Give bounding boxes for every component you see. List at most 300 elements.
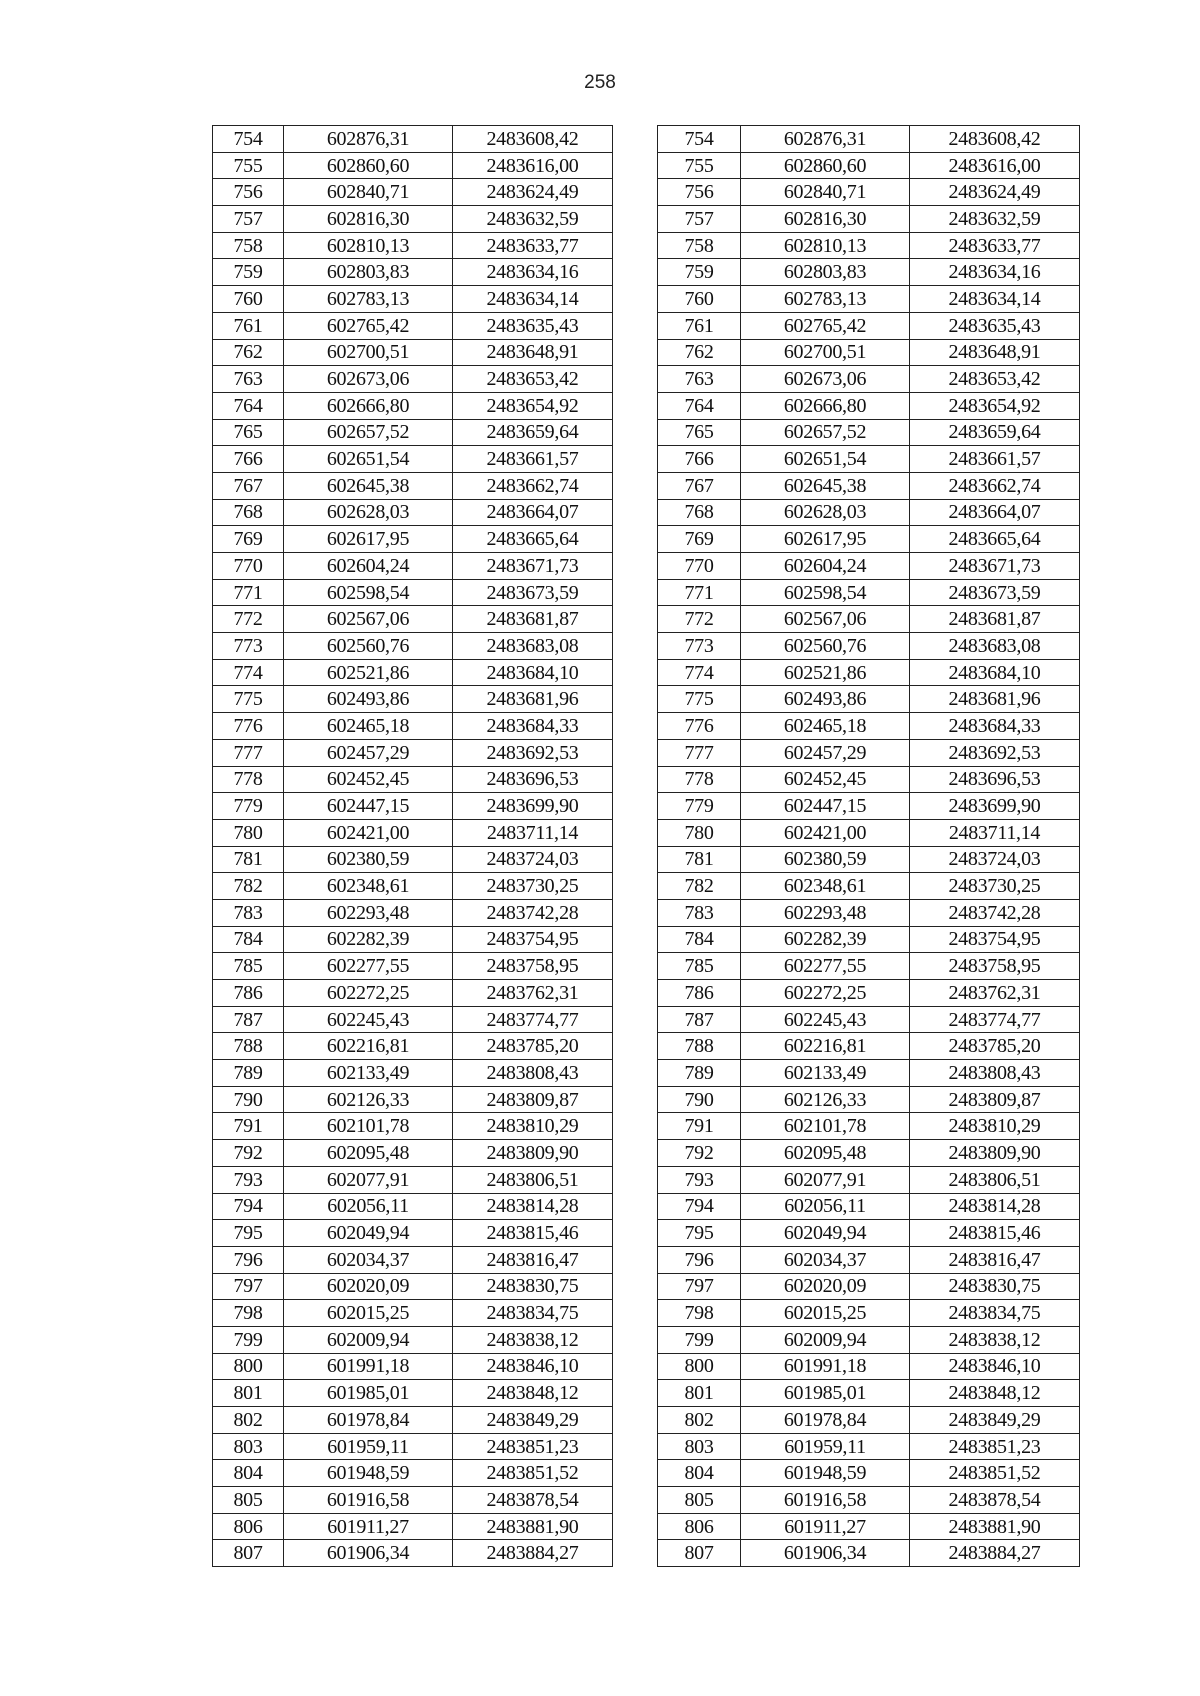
left-x-coordinate-cell: 602673,06 <box>284 366 453 393</box>
right-y-coordinate-cell: 2483838,12 <box>910 1326 1080 1353</box>
left-x-coordinate-cell: 602282,39 <box>284 926 453 953</box>
left-y-coordinate-cell: 2483724,03 <box>453 846 613 873</box>
column-gap <box>613 1433 658 1460</box>
left-x-coordinate-cell: 601948,59 <box>284 1460 453 1487</box>
left-x-coordinate-cell: 602860,60 <box>284 152 453 179</box>
right-x-coordinate-cell: 602277,55 <box>741 953 910 980</box>
left-y-coordinate-cell: 2483742,28 <box>453 899 613 926</box>
column-gap <box>613 713 658 740</box>
left-x-coordinate-cell: 602567,06 <box>284 606 453 633</box>
right-x-coordinate-cell: 601985,01 <box>741 1380 910 1407</box>
right-point-number-cell: 799 <box>658 1326 741 1353</box>
left-point-number-cell: 779 <box>213 793 284 820</box>
column-gap <box>613 339 658 366</box>
right-y-coordinate-cell: 2483654,92 <box>910 392 1080 419</box>
left-y-coordinate-cell: 2483711,14 <box>453 819 613 846</box>
right-y-coordinate-cell: 2483696,53 <box>910 766 1080 793</box>
table-row <box>213 606 1080 633</box>
right-y-coordinate-cell: 2483774,77 <box>910 1006 1080 1033</box>
column-gap <box>613 1166 658 1193</box>
table-row <box>213 1353 1080 1380</box>
right-point-number-cell: 800 <box>658 1353 741 1380</box>
left-x-coordinate-cell: 602803,83 <box>284 259 453 286</box>
table-row <box>213 1060 1080 1087</box>
right-y-coordinate-cell: 2483851,23 <box>910 1433 1080 1460</box>
right-x-coordinate-cell: 602447,15 <box>741 793 910 820</box>
right-point-number-cell: 778 <box>658 766 741 793</box>
left-y-coordinate-cell: 2483884,27 <box>453 1540 613 1567</box>
table-row <box>213 312 1080 339</box>
left-point-number-cell: 759 <box>213 259 284 286</box>
right-y-coordinate-cell: 2483808,43 <box>910 1060 1080 1087</box>
right-point-number-cell: 776 <box>658 713 741 740</box>
right-point-number-cell: 798 <box>658 1300 741 1327</box>
right-y-coordinate-cell: 2483785,20 <box>910 1033 1080 1060</box>
table-row <box>213 633 1080 660</box>
right-x-coordinate-cell: 602216,81 <box>741 1033 910 1060</box>
right-point-number-cell: 756 <box>658 179 741 206</box>
left-point-number-cell: 754 <box>213 126 284 153</box>
column-gap <box>613 312 658 339</box>
left-point-number-cell: 775 <box>213 686 284 713</box>
column-gap <box>613 286 658 313</box>
right-point-number-cell: 758 <box>658 232 741 259</box>
left-point-number-cell: 773 <box>213 633 284 660</box>
right-x-coordinate-cell: 602457,29 <box>741 739 910 766</box>
right-y-coordinate-cell: 2483661,57 <box>910 446 1080 473</box>
right-y-coordinate-cell: 2483662,74 <box>910 472 1080 499</box>
column-gap <box>613 846 658 873</box>
left-point-number-cell: 801 <box>213 1380 284 1407</box>
left-y-coordinate-cell: 2483635,43 <box>453 312 613 339</box>
right-point-number-cell: 801 <box>658 1380 741 1407</box>
left-x-coordinate-cell: 602493,86 <box>284 686 453 713</box>
right-y-coordinate-cell: 2483814,28 <box>910 1193 1080 1220</box>
column-gap <box>613 1060 658 1087</box>
left-point-number-cell: 781 <box>213 846 284 873</box>
left-y-coordinate-cell: 2483846,10 <box>453 1353 613 1380</box>
right-x-coordinate-cell: 602657,52 <box>741 419 910 446</box>
left-point-number-cell: 768 <box>213 499 284 526</box>
right-x-coordinate-cell: 602628,03 <box>741 499 910 526</box>
left-point-number-cell: 804 <box>213 1460 284 1487</box>
left-x-coordinate-cell: 602380,59 <box>284 846 453 873</box>
right-point-number-cell: 770 <box>658 553 741 580</box>
right-x-coordinate-cell: 602282,39 <box>741 926 910 953</box>
left-point-number-cell: 783 <box>213 899 284 926</box>
column-gap <box>613 1113 658 1140</box>
right-y-coordinate-cell: 2483815,46 <box>910 1220 1080 1247</box>
right-point-number-cell: 775 <box>658 686 741 713</box>
left-y-coordinate-cell: 2483814,28 <box>453 1193 613 1220</box>
column-gap <box>613 1140 658 1167</box>
table-row <box>213 873 1080 900</box>
right-point-number-cell: 788 <box>658 1033 741 1060</box>
right-x-coordinate-cell: 602810,13 <box>741 232 910 259</box>
left-point-number-cell: 806 <box>213 1513 284 1540</box>
right-x-coordinate-cell: 602783,13 <box>741 286 910 313</box>
right-point-number-cell: 787 <box>658 1006 741 1033</box>
left-point-number-cell: 784 <box>213 926 284 953</box>
right-y-coordinate-cell: 2483881,90 <box>910 1513 1080 1540</box>
left-x-coordinate-cell: 602421,00 <box>284 819 453 846</box>
column-gap <box>613 152 658 179</box>
left-point-number-cell: 789 <box>213 1060 284 1087</box>
right-y-coordinate-cell: 2483634,16 <box>910 259 1080 286</box>
left-y-coordinate-cell: 2483834,75 <box>453 1300 613 1327</box>
table-row <box>213 1540 1080 1567</box>
column-gap <box>613 1407 658 1434</box>
right-y-coordinate-cell: 2483878,54 <box>910 1487 1080 1514</box>
left-point-number-cell: 762 <box>213 339 284 366</box>
left-x-coordinate-cell: 602348,61 <box>284 873 453 900</box>
right-x-coordinate-cell: 602700,51 <box>741 339 910 366</box>
table-row <box>213 1140 1080 1167</box>
table-row <box>213 446 1080 473</box>
left-y-coordinate-cell: 2483684,10 <box>453 659 613 686</box>
left-y-coordinate-cell: 2483683,08 <box>453 633 613 660</box>
left-y-coordinate-cell: 2483878,54 <box>453 1487 613 1514</box>
right-point-number-cell: 773 <box>658 633 741 660</box>
left-point-number-cell: 791 <box>213 1113 284 1140</box>
left-point-number-cell: 766 <box>213 446 284 473</box>
right-y-coordinate-cell: 2483884,27 <box>910 1540 1080 1567</box>
right-point-number-cell: 761 <box>658 312 741 339</box>
left-point-number-cell: 787 <box>213 1006 284 1033</box>
right-x-coordinate-cell: 602056,11 <box>741 1193 910 1220</box>
table-row <box>213 553 1080 580</box>
left-point-number-cell: 774 <box>213 659 284 686</box>
left-y-coordinate-cell: 2483830,75 <box>453 1273 613 1300</box>
left-point-number-cell: 770 <box>213 553 284 580</box>
column-gap <box>613 1326 658 1353</box>
left-point-number-cell: 790 <box>213 1086 284 1113</box>
table-row <box>213 1513 1080 1540</box>
right-point-number-cell: 757 <box>658 206 741 233</box>
left-point-number-cell: 799 <box>213 1326 284 1353</box>
right-x-coordinate-cell: 602020,09 <box>741 1273 910 1300</box>
table-row <box>213 392 1080 419</box>
table-row <box>213 206 1080 233</box>
table-row <box>213 1407 1080 1434</box>
table-row <box>213 1326 1080 1353</box>
left-y-coordinate-cell: 2483648,91 <box>453 339 613 366</box>
table-row <box>213 339 1080 366</box>
column-gap <box>613 392 658 419</box>
left-x-coordinate-cell: 602126,33 <box>284 1086 453 1113</box>
left-y-coordinate-cell: 2483762,31 <box>453 980 613 1007</box>
table-row <box>213 526 1080 553</box>
right-x-coordinate-cell: 602666,80 <box>741 392 910 419</box>
right-y-coordinate-cell: 2483648,91 <box>910 339 1080 366</box>
right-x-coordinate-cell: 602009,94 <box>741 1326 910 1353</box>
right-x-coordinate-cell: 601959,11 <box>741 1433 910 1460</box>
column-gap <box>613 686 658 713</box>
table-row <box>213 846 1080 873</box>
column-gap <box>613 1300 658 1327</box>
right-y-coordinate-cell: 2483806,51 <box>910 1166 1080 1193</box>
table-row <box>213 659 1080 686</box>
right-point-number-cell: 780 <box>658 819 741 846</box>
left-y-coordinate-cell: 2483624,49 <box>453 179 613 206</box>
right-point-number-cell: 771 <box>658 579 741 606</box>
right-y-coordinate-cell: 2483711,14 <box>910 819 1080 846</box>
column-gap <box>613 579 658 606</box>
table-row <box>213 1006 1080 1033</box>
right-x-coordinate-cell: 602673,06 <box>741 366 910 393</box>
right-point-number-cell: 779 <box>658 793 741 820</box>
right-x-coordinate-cell: 602049,94 <box>741 1220 910 1247</box>
left-x-coordinate-cell: 602020,09 <box>284 1273 453 1300</box>
left-x-coordinate-cell: 602666,80 <box>284 392 453 419</box>
table-row <box>213 793 1080 820</box>
left-y-coordinate-cell: 2483634,16 <box>453 259 613 286</box>
left-point-number-cell: 780 <box>213 819 284 846</box>
right-x-coordinate-cell: 602765,42 <box>741 312 910 339</box>
left-x-coordinate-cell: 602077,91 <box>284 1166 453 1193</box>
left-point-number-cell: 769 <box>213 526 284 553</box>
left-y-coordinate-cell: 2483785,20 <box>453 1033 613 1060</box>
right-x-coordinate-cell: 602598,54 <box>741 579 910 606</box>
column-gap <box>613 1220 658 1247</box>
column-gap <box>613 633 658 660</box>
left-x-coordinate-cell: 602783,13 <box>284 286 453 313</box>
left-x-coordinate-cell: 601906,34 <box>284 1540 453 1567</box>
table-row <box>213 179 1080 206</box>
right-point-number-cell: 797 <box>658 1273 741 1300</box>
left-point-number-cell: 792 <box>213 1140 284 1167</box>
right-y-coordinate-cell: 2483699,90 <box>910 793 1080 820</box>
column-gap <box>613 899 658 926</box>
right-point-number-cell: 774 <box>658 659 741 686</box>
left-point-number-cell: 786 <box>213 980 284 1007</box>
right-point-number-cell: 794 <box>658 1193 741 1220</box>
left-x-coordinate-cell: 602447,15 <box>284 793 453 820</box>
left-y-coordinate-cell: 2483634,14 <box>453 286 613 313</box>
table-row <box>213 499 1080 526</box>
right-x-coordinate-cell: 602272,25 <box>741 980 910 1007</box>
table-row <box>213 1033 1080 1060</box>
column-gap <box>613 926 658 953</box>
right-y-coordinate-cell: 2483634,14 <box>910 286 1080 313</box>
left-x-coordinate-cell: 601978,84 <box>284 1407 453 1434</box>
right-x-coordinate-cell: 602803,83 <box>741 259 910 286</box>
left-y-coordinate-cell: 2483681,96 <box>453 686 613 713</box>
left-x-coordinate-cell: 602465,18 <box>284 713 453 740</box>
left-y-coordinate-cell: 2483809,87 <box>453 1086 613 1113</box>
left-x-coordinate-cell: 602657,52 <box>284 419 453 446</box>
left-y-coordinate-cell: 2483851,23 <box>453 1433 613 1460</box>
right-x-coordinate-cell: 602560,76 <box>741 633 910 660</box>
left-y-coordinate-cell: 2483849,29 <box>453 1407 613 1434</box>
right-point-number-cell: 792 <box>658 1140 741 1167</box>
left-y-coordinate-cell: 2483809,90 <box>453 1140 613 1167</box>
right-y-coordinate-cell: 2483762,31 <box>910 980 1080 1007</box>
left-y-coordinate-cell: 2483838,12 <box>453 1326 613 1353</box>
left-x-coordinate-cell: 602617,95 <box>284 526 453 553</box>
left-x-coordinate-cell: 602700,51 <box>284 339 453 366</box>
left-y-coordinate-cell: 2483681,87 <box>453 606 613 633</box>
left-x-coordinate-cell: 602034,37 <box>284 1246 453 1273</box>
right-point-number-cell: 781 <box>658 846 741 873</box>
left-x-coordinate-cell: 602604,24 <box>284 553 453 580</box>
right-x-coordinate-cell: 602034,37 <box>741 1246 910 1273</box>
left-x-coordinate-cell: 602598,54 <box>284 579 453 606</box>
left-y-coordinate-cell: 2483808,43 <box>453 1060 613 1087</box>
left-x-coordinate-cell: 602101,78 <box>284 1113 453 1140</box>
left-y-coordinate-cell: 2483851,52 <box>453 1460 613 1487</box>
right-y-coordinate-cell: 2483673,59 <box>910 579 1080 606</box>
right-point-number-cell: 784 <box>658 926 741 953</box>
left-x-coordinate-cell: 602133,49 <box>284 1060 453 1087</box>
right-y-coordinate-cell: 2483665,64 <box>910 526 1080 553</box>
table-row <box>213 1487 1080 1514</box>
left-y-coordinate-cell: 2483632,59 <box>453 206 613 233</box>
right-y-coordinate-cell: 2483809,90 <box>910 1140 1080 1167</box>
right-y-coordinate-cell: 2483659,64 <box>910 419 1080 446</box>
right-y-coordinate-cell: 2483851,52 <box>910 1460 1080 1487</box>
right-point-number-cell: 789 <box>658 1060 741 1087</box>
right-y-coordinate-cell: 2483816,47 <box>910 1246 1080 1273</box>
left-x-coordinate-cell: 602810,13 <box>284 232 453 259</box>
column-gap <box>613 1273 658 1300</box>
left-y-coordinate-cell: 2483848,12 <box>453 1380 613 1407</box>
table-row <box>213 1380 1080 1407</box>
left-point-number-cell: 794 <box>213 1193 284 1220</box>
right-y-coordinate-cell: 2483810,29 <box>910 1113 1080 1140</box>
left-x-coordinate-cell: 602095,48 <box>284 1140 453 1167</box>
left-y-coordinate-cell: 2483881,90 <box>453 1513 613 1540</box>
column-gap <box>613 1006 658 1033</box>
left-point-number-cell: 805 <box>213 1487 284 1514</box>
right-x-coordinate-cell: 601906,34 <box>741 1540 910 1567</box>
right-x-coordinate-cell: 602126,33 <box>741 1086 910 1113</box>
right-y-coordinate-cell: 2483754,95 <box>910 926 1080 953</box>
table-row <box>213 926 1080 953</box>
right-x-coordinate-cell: 601978,84 <box>741 1407 910 1434</box>
left-y-coordinate-cell: 2483653,42 <box>453 366 613 393</box>
column-gap <box>613 606 658 633</box>
right-x-coordinate-cell: 602421,00 <box>741 819 910 846</box>
right-y-coordinate-cell: 2483846,10 <box>910 1353 1080 1380</box>
table-row <box>213 1193 1080 1220</box>
column-gap <box>613 419 658 446</box>
table-row <box>213 1246 1080 1273</box>
coordinates-table <box>212 125 1080 1567</box>
left-point-number-cell: 777 <box>213 739 284 766</box>
table-row <box>213 472 1080 499</box>
left-point-number-cell: 807 <box>213 1540 284 1567</box>
table-row <box>213 953 1080 980</box>
right-y-coordinate-cell: 2483830,75 <box>910 1273 1080 1300</box>
column-gap <box>613 206 658 233</box>
right-y-coordinate-cell: 2483684,33 <box>910 713 1080 740</box>
left-point-number-cell: 778 <box>213 766 284 793</box>
right-y-coordinate-cell: 2483616,00 <box>910 152 1080 179</box>
right-y-coordinate-cell: 2483633,77 <box>910 232 1080 259</box>
left-point-number-cell: 788 <box>213 1033 284 1060</box>
table-row <box>213 232 1080 259</box>
table-row <box>213 1433 1080 1460</box>
right-point-number-cell: 755 <box>658 152 741 179</box>
left-y-coordinate-cell: 2483616,00 <box>453 152 613 179</box>
left-x-coordinate-cell: 602816,30 <box>284 206 453 233</box>
left-point-number-cell: 802 <box>213 1407 284 1434</box>
right-x-coordinate-cell: 601948,59 <box>741 1460 910 1487</box>
left-y-coordinate-cell: 2483806,51 <box>453 1166 613 1193</box>
left-point-number-cell: 797 <box>213 1273 284 1300</box>
right-x-coordinate-cell: 602452,45 <box>741 766 910 793</box>
column-gap <box>613 659 658 686</box>
left-y-coordinate-cell: 2483665,64 <box>453 526 613 553</box>
right-x-coordinate-cell: 602860,60 <box>741 152 910 179</box>
column-gap <box>613 873 658 900</box>
left-point-number-cell: 761 <box>213 312 284 339</box>
left-y-coordinate-cell: 2483661,57 <box>453 446 613 473</box>
right-point-number-cell: 791 <box>658 1113 741 1140</box>
left-y-coordinate-cell: 2483730,25 <box>453 873 613 900</box>
left-point-number-cell: 798 <box>213 1300 284 1327</box>
right-x-coordinate-cell: 602604,24 <box>741 553 910 580</box>
right-point-number-cell: 802 <box>658 1407 741 1434</box>
left-point-number-cell: 760 <box>213 286 284 313</box>
right-point-number-cell: 762 <box>658 339 741 366</box>
right-point-number-cell: 804 <box>658 1460 741 1487</box>
right-y-coordinate-cell: 2483692,53 <box>910 739 1080 766</box>
left-y-coordinate-cell: 2483758,95 <box>453 953 613 980</box>
column-gap <box>613 366 658 393</box>
right-x-coordinate-cell: 602095,48 <box>741 1140 910 1167</box>
right-point-number-cell: 766 <box>658 446 741 473</box>
left-point-number-cell: 764 <box>213 392 284 419</box>
right-x-coordinate-cell: 602816,30 <box>741 206 910 233</box>
column-gap <box>613 980 658 1007</box>
left-x-coordinate-cell: 602457,29 <box>284 739 453 766</box>
column-gap <box>613 766 658 793</box>
left-point-number-cell: 757 <box>213 206 284 233</box>
column-gap <box>613 446 658 473</box>
left-point-number-cell: 771 <box>213 579 284 606</box>
table-row <box>213 1273 1080 1300</box>
left-x-coordinate-cell: 601991,18 <box>284 1353 453 1380</box>
left-y-coordinate-cell: 2483754,95 <box>453 926 613 953</box>
right-x-coordinate-cell: 602493,86 <box>741 686 910 713</box>
right-point-number-cell: 806 <box>658 1513 741 1540</box>
right-y-coordinate-cell: 2483671,73 <box>910 553 1080 580</box>
column-gap <box>613 1460 658 1487</box>
column-gap <box>613 1487 658 1514</box>
right-y-coordinate-cell: 2483758,95 <box>910 953 1080 980</box>
right-y-coordinate-cell: 2483684,10 <box>910 659 1080 686</box>
right-x-coordinate-cell: 602015,25 <box>741 1300 910 1327</box>
right-point-number-cell: 807 <box>658 1540 741 1567</box>
right-point-number-cell: 763 <box>658 366 741 393</box>
left-point-number-cell: 756 <box>213 179 284 206</box>
right-y-coordinate-cell: 2483635,43 <box>910 312 1080 339</box>
table-row <box>213 980 1080 1007</box>
table-row <box>213 1166 1080 1193</box>
right-point-number-cell: 765 <box>658 419 741 446</box>
left-x-coordinate-cell: 601916,58 <box>284 1487 453 1514</box>
right-y-coordinate-cell: 2483624,49 <box>910 179 1080 206</box>
column-gap <box>613 1540 658 1567</box>
left-x-coordinate-cell: 601911,27 <box>284 1513 453 1540</box>
table-row <box>213 713 1080 740</box>
right-point-number-cell: 754 <box>658 126 741 153</box>
left-point-number-cell: 758 <box>213 232 284 259</box>
table-row <box>213 259 1080 286</box>
right-x-coordinate-cell: 602651,54 <box>741 446 910 473</box>
